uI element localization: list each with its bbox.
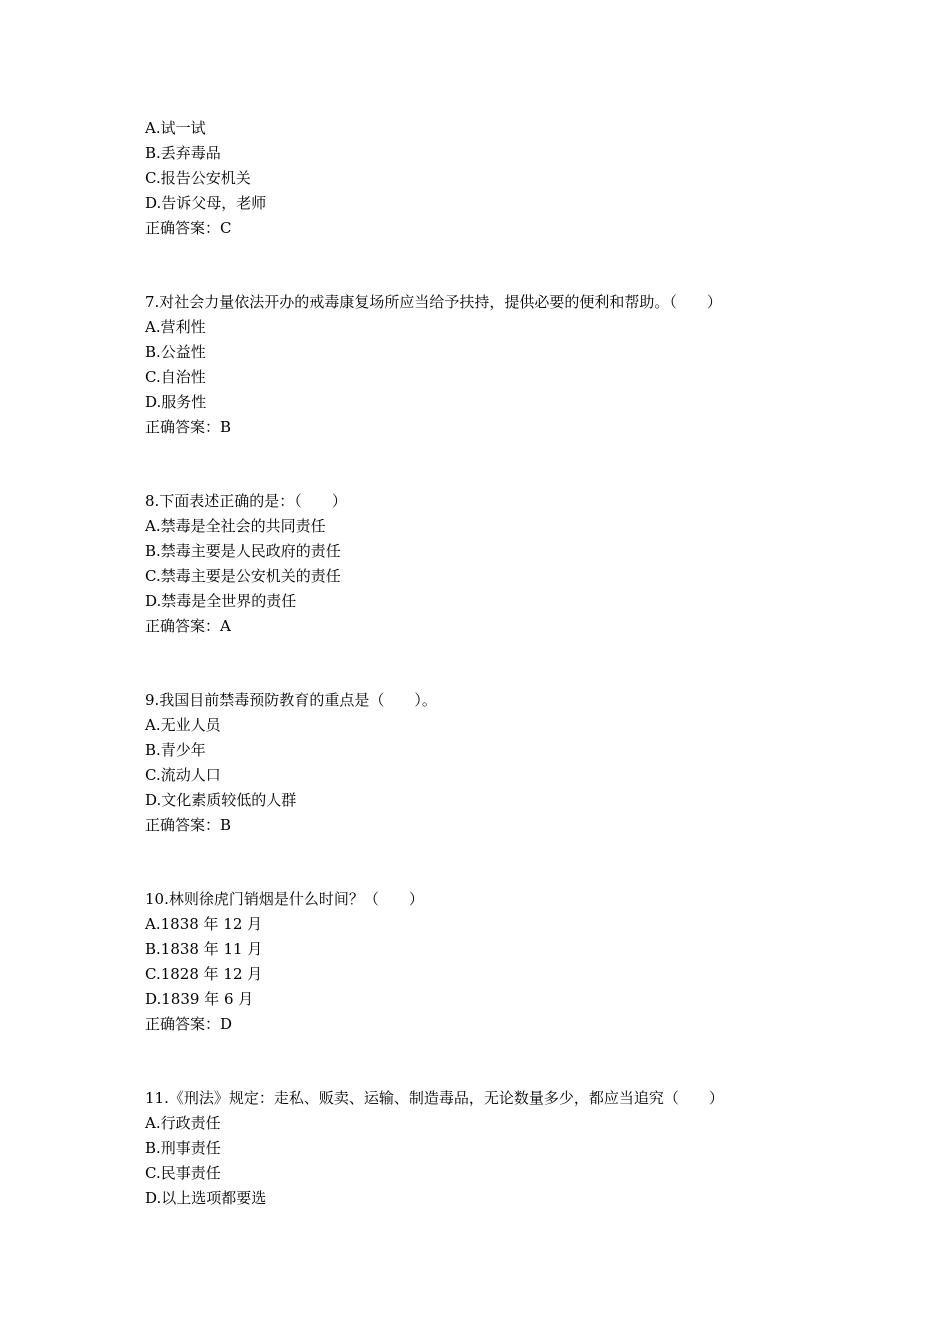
question-block-8 xyxy=(145,489,845,639)
option-c: C.流动人口 xyxy=(145,766,221,784)
answer-prefix: 正确答案： xyxy=(145,816,221,834)
option-b: B.公益性 xyxy=(145,343,206,361)
option-d: D.1839 年 6 月 xyxy=(145,990,254,1008)
question-block-6 xyxy=(145,116,845,241)
option-a: A.禁毒是全社会的共同责任 xyxy=(145,517,326,535)
answer-line xyxy=(145,614,845,639)
answer-value: D xyxy=(220,1015,233,1033)
answer-prefix: 正确答案： xyxy=(145,617,221,635)
answer-value: C xyxy=(220,219,232,237)
option-b: B.禁毒主要是人民政府的责任 xyxy=(145,542,341,560)
answer-value: B xyxy=(220,816,232,834)
option-b: B.刑事责任 xyxy=(145,1139,221,1157)
option-d: D.禁毒是全世界的责任 xyxy=(145,592,297,610)
question-stem: 10.林则徐虎门销烟是什么时间？（ ） xyxy=(145,890,424,908)
option-c: C.1828 年 12 月 xyxy=(145,965,263,983)
answer-line xyxy=(145,216,845,241)
option-a: A.无业人员 xyxy=(145,716,221,734)
question-block-10 xyxy=(145,887,845,1037)
option-d: D.告诉父母，老师 xyxy=(145,194,267,212)
option-d: D.服务性 xyxy=(145,393,207,411)
answer-prefix: 正确答案： xyxy=(145,418,221,436)
option-c: C.报告公安机关 xyxy=(145,169,251,187)
question-stem: 8.下面表述正确的是：（ ） xyxy=(145,492,347,510)
option-d: D.以上选项都要选 xyxy=(145,1189,267,1207)
answer-value: A xyxy=(220,617,231,635)
answer-value: B xyxy=(220,418,232,436)
question-block-11 xyxy=(145,1086,845,1211)
option-a: A.试一试 xyxy=(145,119,206,137)
question-stem: 7.对社会力量依法开办的戒毒康复场所应当给予扶持，提供必要的便利和帮助。（ ） xyxy=(145,293,722,311)
option-d: D.文化素质较低的人群 xyxy=(145,791,297,809)
page-content xyxy=(145,116,845,1260)
answer-prefix: 正确答案： xyxy=(145,219,221,237)
answer-line xyxy=(145,813,845,838)
answer-line xyxy=(145,1012,845,1037)
question-block-9 xyxy=(145,688,845,838)
option-c: C.禁毒主要是公安机关的责任 xyxy=(145,567,341,585)
option-a: A.行政责任 xyxy=(145,1114,221,1132)
answer-line xyxy=(145,415,845,440)
option-b: B.青少年 xyxy=(145,741,206,759)
option-c: C.自治性 xyxy=(145,368,206,386)
option-b: B.1838 年 11 月 xyxy=(145,940,263,958)
option-a: A.1838 年 12 月 xyxy=(145,915,263,933)
option-b: B.丢弃毒品 xyxy=(145,144,221,162)
question-stem: 11.《刑法》规定：走私、贩卖、运输、制造毒品，无论数量多少，都应当追究（ ） xyxy=(145,1089,724,1107)
question-block-7 xyxy=(145,290,845,440)
question-stem: 9.我国目前禁毒预防教育的重点是（ ）。 xyxy=(145,691,437,709)
answer-prefix: 正确答案： xyxy=(145,1015,221,1033)
option-c: C.民事责任 xyxy=(145,1164,221,1182)
option-a: A.营利性 xyxy=(145,318,206,336)
